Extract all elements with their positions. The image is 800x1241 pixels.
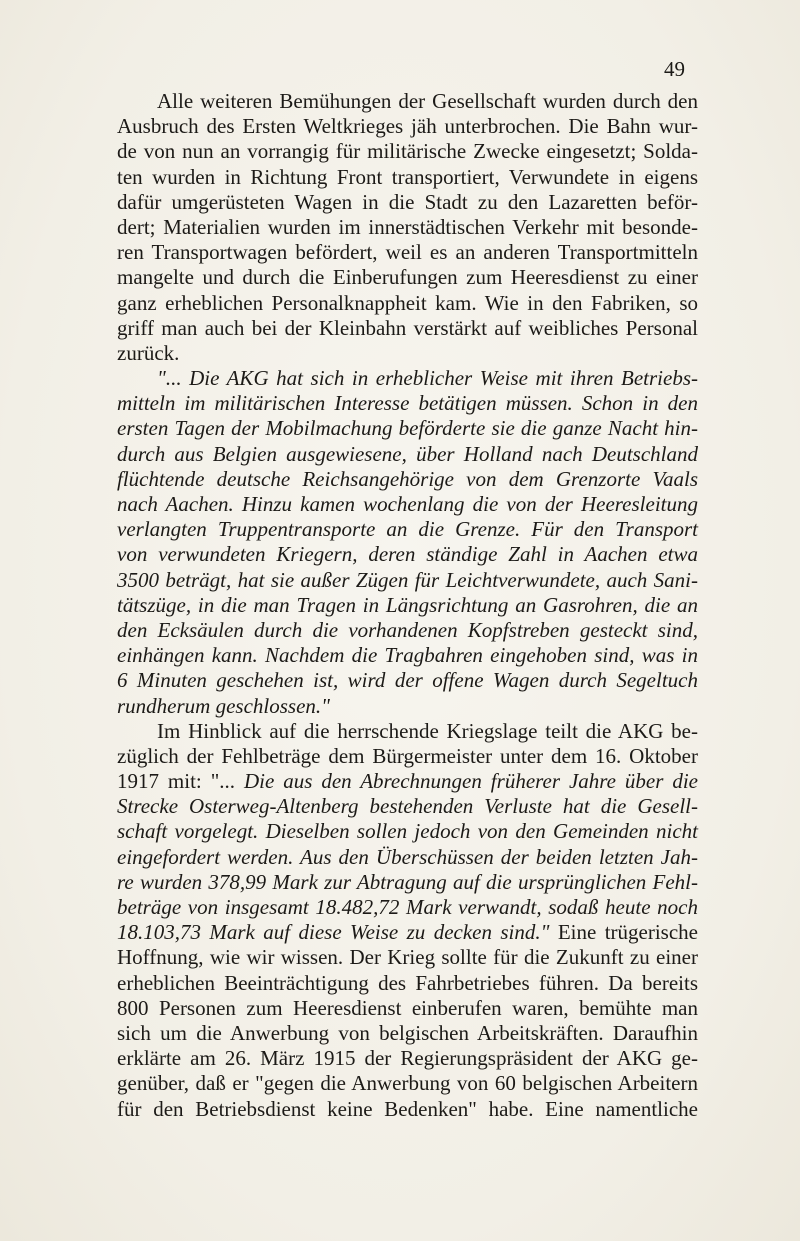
text-line: ren Transportwagen befördert, weil es an anderen Transportmitteln: [117, 240, 698, 265]
text-line: [117, 1071, 698, 1096]
quoted-text: beträge von insgesamt 18.482,72 Mark verwandt, sodaß heute noch: [117, 895, 698, 919]
text-line: ten wurden in Richtung Front transportiert, Verwundete in eigens: [117, 164, 698, 189]
text-line: [117, 769, 698, 794]
text-line: [117, 1046, 698, 1071]
text-segment: Im Hinblick auf die herrschende Kriegslage teilt die AKG be-: [157, 718, 698, 743]
text-line: einhängen kann. Nachdem die Tragbahren eingehoben sind, was in: [117, 643, 698, 668]
paragraph-p3: [117, 719, 698, 1122]
text-line: [117, 945, 698, 970]
text-line: [117, 996, 698, 1021]
text-segment: 800 Personen zum Heeresdienst einberufen waren, bemühte man: [117, 995, 698, 1020]
text-segment: Hoffnung, wie wir wissen. Der Krieg sollte für die Zukunft zu einer: [117, 945, 698, 970]
text-segment: für den Betriebsdienst keine Bedenken" habe. Eine namentliche: [117, 1096, 698, 1121]
text-line: "... Die AKG hat sich in erheblicher Weise mit ihren Betriebs-: [157, 366, 698, 391]
text-line: [117, 1021, 698, 1046]
text-line: [117, 794, 698, 819]
text-line: [117, 845, 698, 870]
text-segment: sich um die Anwerbung von belgischen Arbeitskräften. Daraufhin: [117, 1020, 698, 1045]
text-line: nach Aachen. Hinzu kamen wochenlang die von der Heeresleitung: [117, 492, 698, 516]
text-line: de von nun an vorrangig für militärische Zwecke eingesetzt; Solda-: [117, 139, 698, 164]
text-line: [117, 719, 698, 744]
quoted-text: Strecke Osterweg-Altenberg bestehenden Verluste hat die Gesell-: [117, 794, 698, 819]
text-line: 3500 beträgt, hat sie außer Zügen für Leichtverwundete, auch Sani-: [117, 567, 698, 592]
text-line: [117, 895, 698, 920]
text-line: tätszüge, in die man Tragen in Längsrichtung an Gasrohren, die an: [117, 592, 698, 617]
text-line: [117, 870, 698, 895]
text-line: griff man auch bei der Kleinbahn verstärkt auf weibliches Personal: [117, 315, 698, 340]
text-segment: erheblichen Beeinträchtigung des Fahrbetriebes führen. Da bereits: [117, 970, 698, 995]
text-line: dert; Materialien wurden im innerstädtischen Verkehr mit besonde-: [117, 214, 698, 239]
text-segment: genüber, daß er "gegen die Anwerbung von 60 belgischen Arbeitern: [117, 1071, 698, 1096]
quoted-text: re wurden 378,99 Mark zur Abtragung auf die ursprünglichen Fehl-: [117, 869, 698, 894]
text-line: ganz erheblichen Personalknappheit kam. Wie in den Fabriken, so: [117, 290, 698, 315]
text-line: flüchtende deutsche Reichsangehörige von dem Grenzorte Vaals: [117, 466, 698, 491]
text-line: den Ecksäulen durch die vorhandenen Kopfstreben gesteckt sind,: [117, 617, 698, 642]
text-line: [117, 819, 698, 844]
text-line: von verwundeten Kriegern, deren ständige Zahl in Aachen etwa: [117, 542, 698, 567]
text-segment: züglich der Fehlbeträge dem Bürgermeister unter dem 16. Oktober: [117, 743, 698, 768]
text-line: mitteln im militärischen Interesse betätigen müssen. Schon in den: [117, 391, 698, 416]
text-line: rundherum geschlossen.": [117, 693, 330, 718]
text-line: [117, 920, 698, 945]
text-line: [117, 1097, 698, 1122]
quoted-text: eingefordert werden. Aus den Überschüssen der beiden letzten Jah-: [117, 844, 698, 869]
page-number: 49: [664, 57, 685, 81]
text-line: Alle weiteren Bemühungen der Gesellschaft wurden durch den: [157, 89, 698, 113]
quoted-text: Die aus den Abrechnungen früherer Jahre über die: [243, 769, 699, 794]
paragraph-p1: [117, 89, 698, 366]
quoted-text: 18.103,73 Mark auf diese Weise zu decken sind.": [117, 920, 558, 945]
text-line: [117, 971, 698, 996]
text-line: dafür umgerüsteten Wagen in die Stadt zu den Lazaretten beför-: [117, 189, 698, 214]
text-line: Ausbruch des Ersten Weltkrieges jäh unterbrochen. Die Bahn wur-: [117, 114, 698, 139]
paragraph-p2: [117, 366, 698, 719]
text-line: [117, 744, 698, 769]
text-line: zurück.: [117, 340, 180, 365]
text-segment: 1917 mit: "...: [117, 769, 244, 794]
text-line: ersten Tagen der Mobilmachung beförderte sie die ganze Nacht hin-: [117, 416, 698, 441]
body-text: [117, 89, 698, 1122]
text-segment: erklärte am 26. März 1915 der Regierungspräsident der AKG ge-: [117, 1046, 698, 1071]
text-line: durch aus Belgien ausgewiesene, über Holland nach Deutschland: [117, 441, 698, 466]
quoted-text: schaft vorgelegt. Dieselben sollen jedoch von den Gemeinden nicht: [117, 819, 698, 844]
text-line: 6 Minuten geschehen ist, wird der offene Wagen durch Segeltuch: [117, 668, 698, 693]
text-line: verlangten Truppentransporte an die Grenze. Für den Transport: [117, 517, 698, 542]
text-segment: Eine trügerische: [557, 920, 698, 945]
text-line: mangelte und durch die Einberufungen zum Heeresdienst zu einer: [117, 265, 698, 290]
